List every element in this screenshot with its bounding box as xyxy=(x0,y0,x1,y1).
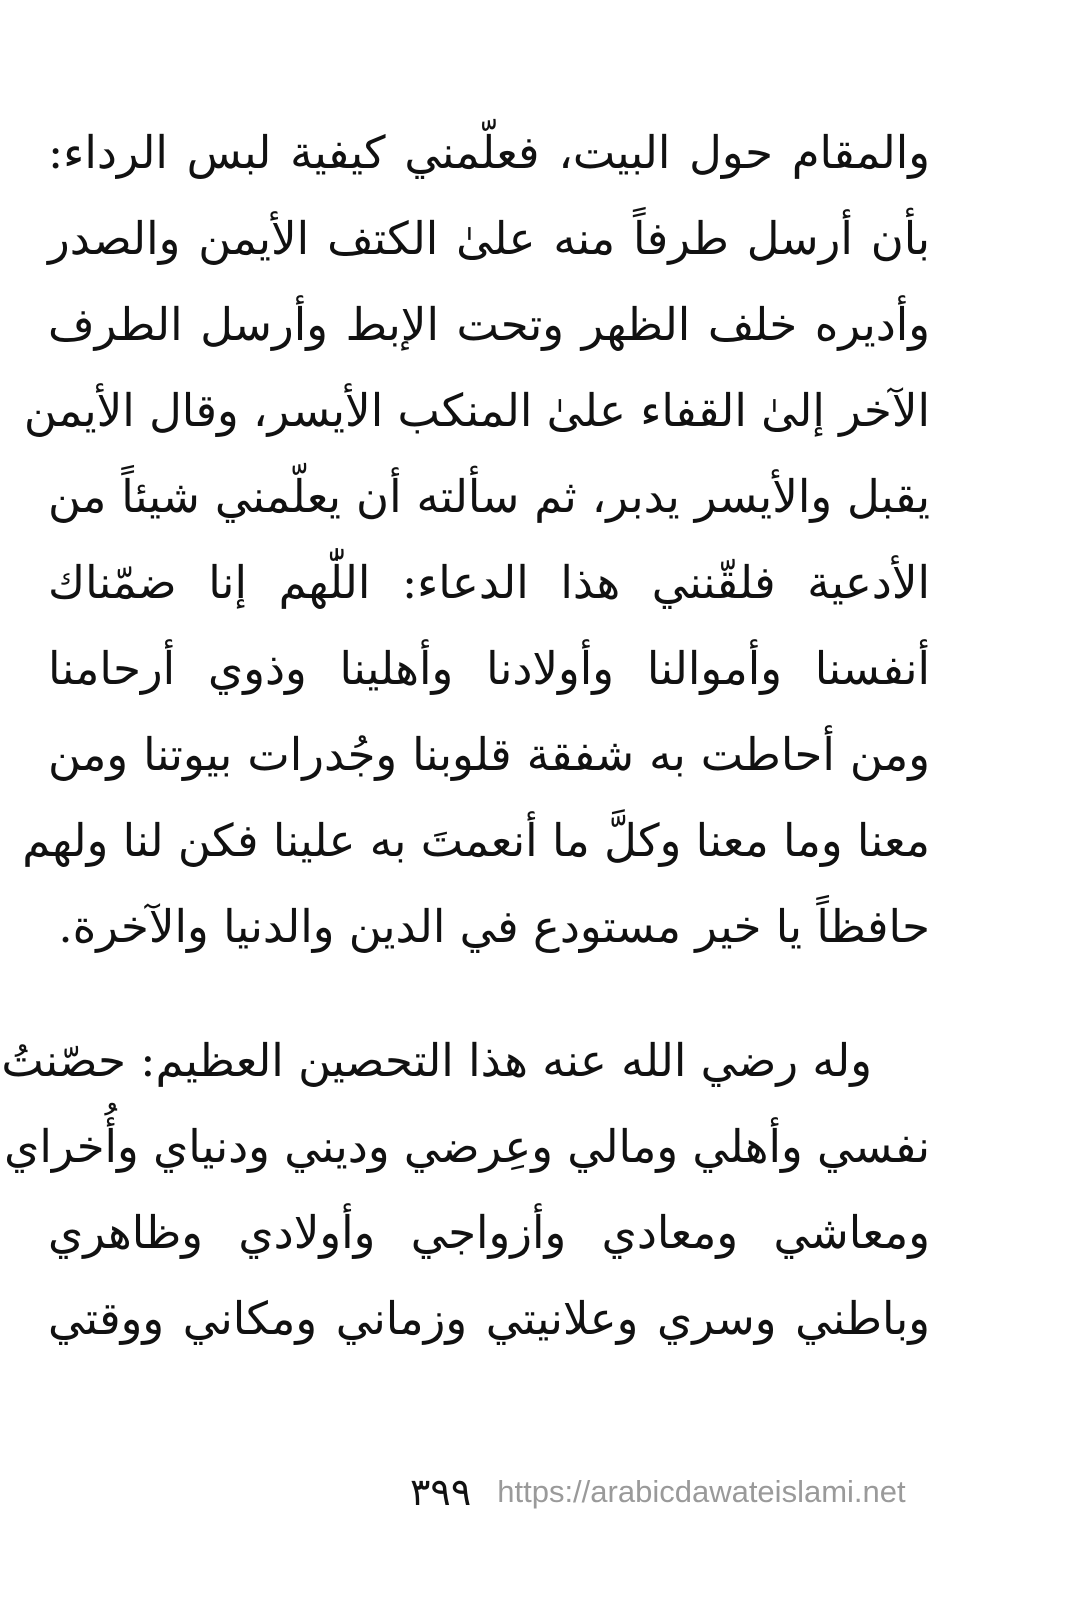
paragraph-1 xyxy=(22,110,930,970)
text-line: الآخر إلىٰ القفاء علىٰ المنكب الأيسر، وقال الأيمن xyxy=(23,384,930,437)
text-line: نفسي وأهلي ومالي وعِرضي وديني ودنياي وأُخراي xyxy=(4,1120,930,1173)
text-line: والمقام حول البيت، فعلّمني كيفية لبس الرداء: xyxy=(48,126,930,179)
text-line: وأديره خلف الظهر وتحت الإبط وأرسل الطرف xyxy=(48,298,930,351)
text-line: ومن أحاطت به شفقة قلوبنا وجُدرات بيوتنا ومن xyxy=(48,728,930,781)
text-line: ومعاشي ومعادي وأزواجي وأولادي وظاهري xyxy=(48,1206,930,1259)
text-line: وله رضي الله عنه هذا التحصين العظيم: حصّنتُ xyxy=(1,1034,872,1087)
text-line: بأن أرسل طرفاً منه علىٰ الكتف الأيمن والصدر xyxy=(48,212,930,265)
text-line: معنا وما معنا وكلَّ ما أنعمتَ به علينا فكن لنا ولهم xyxy=(22,814,930,867)
text-line: وباطني وسري وعلانيتي وزماني ومكاني ووقتي xyxy=(48,1292,930,1345)
text-line: حافظاً يا خير مستودع في الدين والدنيا والآخرة. xyxy=(58,900,930,953)
page-footer xyxy=(410,1462,1030,1522)
text-line: الأدعية فلقّنني هذا الدعاء: اللّٰهم إنا ضمّناك xyxy=(48,556,930,609)
page-number: ٣٩٩ xyxy=(410,1470,472,1514)
source-url-watermark: https://arabicdawateislami.net xyxy=(497,1474,906,1509)
text-line: أنفسنا وأموالنا وأولادنا وأهلينا وذوي أرحامنا xyxy=(48,642,930,695)
text-line: يقبل والأيسر يدبر، ثم سألته أن يعلّمني شيئاً من xyxy=(48,470,930,523)
paragraph-2 xyxy=(1,1018,930,1362)
